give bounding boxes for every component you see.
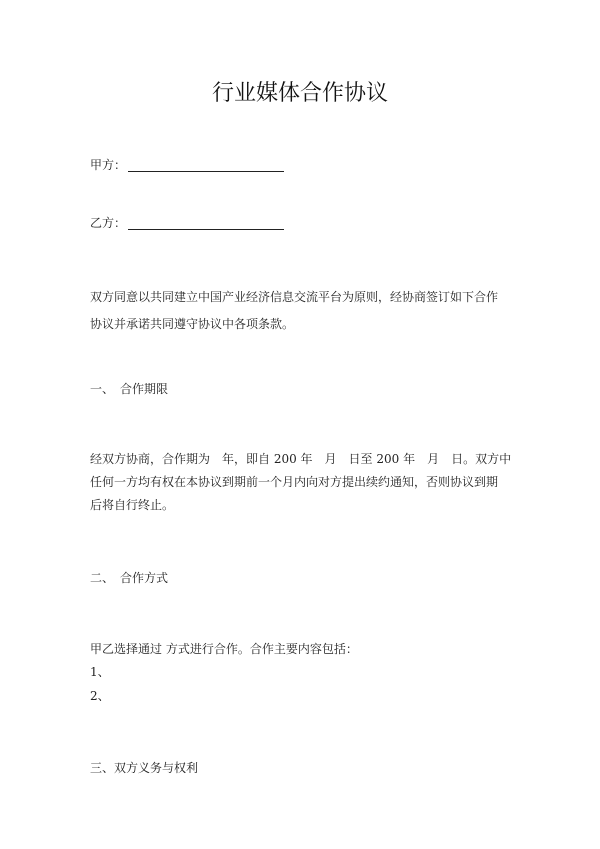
document-title: 行业媒体合作协议 bbox=[211, 81, 388, 106]
section-heading: 二、 合作方式 bbox=[90, 571, 169, 585]
section-heading: 三、双方义务与权利 bbox=[90, 761, 199, 775]
list-item: 1、 bbox=[90, 665, 110, 679]
section-heading: 一、 合作期限 bbox=[90, 382, 169, 396]
section-text: 甲乙选择通过 方式进行合作。合作主要内容包括： bbox=[90, 642, 358, 656]
party-a-blank bbox=[128, 159, 284, 172]
party-a-line bbox=[90, 158, 284, 172]
party-b-line bbox=[90, 216, 284, 230]
section-text: 经双方协商，合作期为 年，即自 200 年 月 日至 200 年 月 日。双方中 bbox=[90, 452, 512, 466]
party-a-label: 甲方： bbox=[90, 158, 127, 172]
intro-line: 协议并承诺共同遵守协议中各项条款。 bbox=[90, 317, 295, 331]
list-item: 2、 bbox=[90, 689, 110, 703]
party-b-label: 乙方： bbox=[90, 216, 127, 230]
section-text: 后将自行终止。 bbox=[90, 498, 175, 512]
party-b-blank bbox=[128, 217, 284, 230]
section-text: 任何一方均有权在本协议到期前一个月内向对方提出续约通知，否则协议到期 bbox=[90, 475, 499, 489]
intro-line: 双方同意以共同建立中国产业经济信息交流平台为原则，经协商签订如下合作 bbox=[90, 290, 499, 304]
